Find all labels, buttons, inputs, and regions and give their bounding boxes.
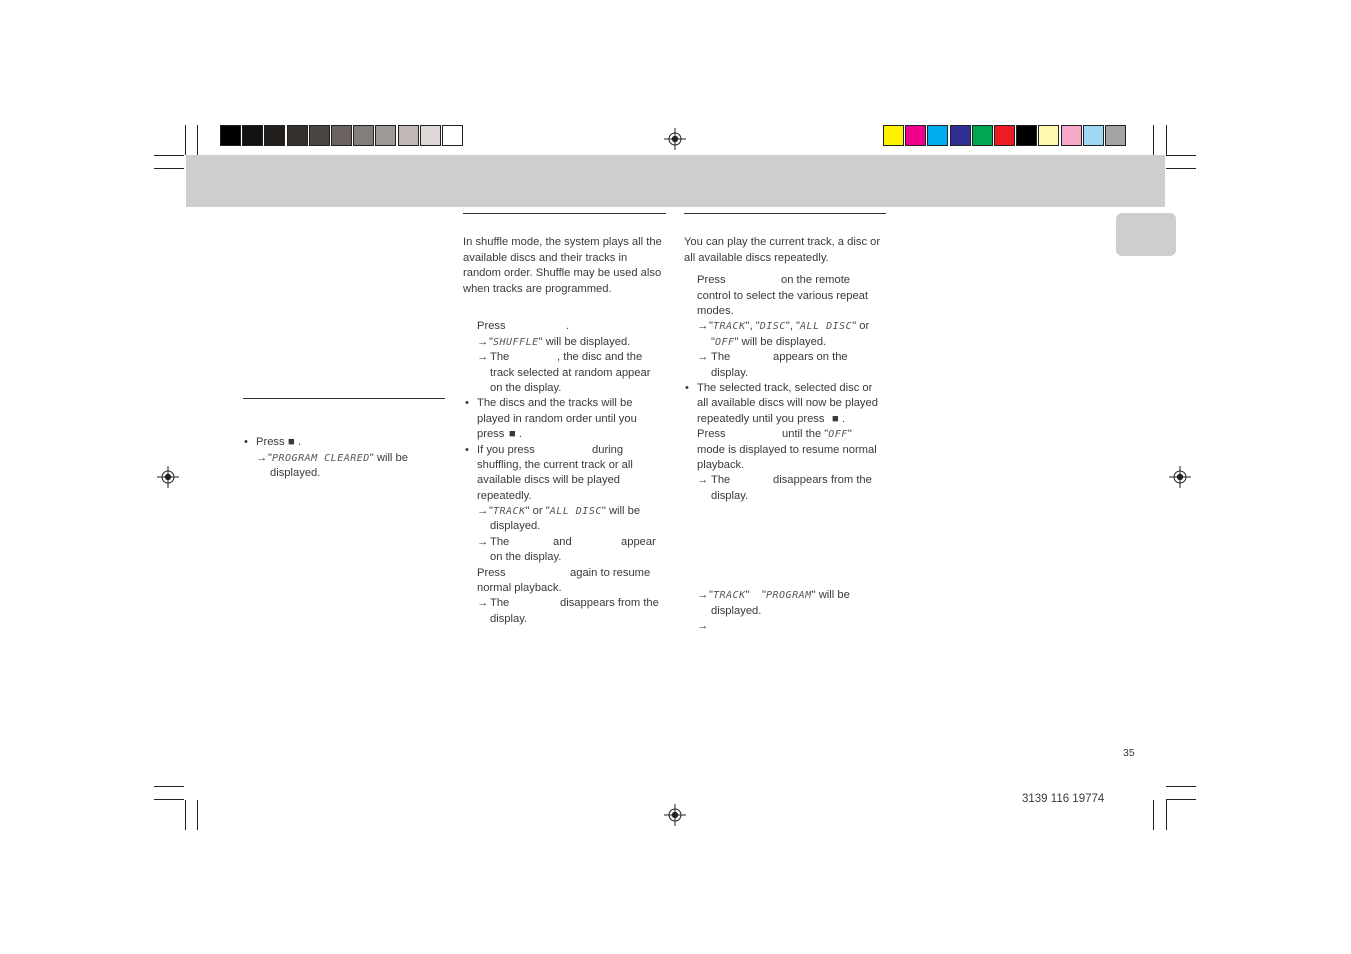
color-swatch xyxy=(287,125,308,146)
right-arrow-icon: → xyxy=(697,351,709,363)
right-arrow-icon: → xyxy=(697,589,709,601)
lcd-shuffle: SHUFFLE xyxy=(492,337,539,348)
on-display-text: on the display. xyxy=(490,551,562,563)
crop-mark xyxy=(1166,155,1196,156)
repeat-modes-line: "TRACK", "DISC", "ALL DISC" or xyxy=(709,320,870,332)
press-line: modes. xyxy=(697,305,734,317)
press-text: Press xyxy=(256,436,285,448)
column-rule xyxy=(243,398,445,399)
repeat-intro-line: all available discs repeatedly. xyxy=(684,252,829,264)
during-text: during xyxy=(592,444,624,456)
bullet-line: The selected track, selected disc or xyxy=(697,382,873,394)
lcd-program-cleared: PROGRAM CLEARED xyxy=(271,453,370,464)
on-remote-text: on the remote xyxy=(781,274,851,286)
press-line: playback. xyxy=(697,459,745,471)
stop-square-icon: ■ . xyxy=(288,436,301,448)
off-line: "OFF" will be displayed. xyxy=(711,336,827,348)
will-be-displayed-text: " will be displayed. xyxy=(734,336,827,348)
page-number: 35 xyxy=(1123,747,1135,759)
color-swatch xyxy=(220,125,241,146)
color-swatch xyxy=(972,125,993,146)
will-be-text: " will be xyxy=(369,452,408,464)
shuffle-intro-line: In shuffle mode, the system plays all the xyxy=(463,236,662,248)
displayed-text: displayed. xyxy=(490,520,541,532)
color-swatch xyxy=(353,125,374,146)
color-swatch xyxy=(1105,125,1126,146)
color-swatch xyxy=(927,125,948,146)
registration-mark-icon xyxy=(157,466,179,488)
color-swatch xyxy=(420,125,441,146)
bullet-line: played in random order until you xyxy=(477,413,637,425)
crop-mark xyxy=(154,786,184,787)
random-text: track selected at random appear xyxy=(490,367,651,379)
color-swatch xyxy=(264,125,285,146)
shuffle-result-line: "SHUFFLE" will be displayed. xyxy=(489,336,631,348)
press-text: Press xyxy=(697,274,726,286)
crop-mark xyxy=(197,800,198,830)
shuffle-intro-line: random order. Shuffle may be used also xyxy=(463,267,662,279)
shuffle-intro-line: available discs and their tracks in xyxy=(463,252,628,264)
color-swatch xyxy=(1061,125,1082,146)
displayed-text: displayed. xyxy=(270,467,321,479)
the-text: The xyxy=(711,474,731,486)
color-swatch xyxy=(309,125,330,146)
right-arrow-icon: → xyxy=(477,351,489,363)
lcd-all-disc: ALL DISC xyxy=(549,506,602,517)
crop-mark xyxy=(1166,800,1167,830)
will-be-text: " will be xyxy=(601,505,641,517)
displayed-text: displayed. xyxy=(711,605,762,617)
the-text: The xyxy=(490,536,510,548)
crop-mark xyxy=(197,125,198,155)
crop-mark xyxy=(154,155,184,156)
separator: ", " xyxy=(785,320,801,332)
crop-mark xyxy=(154,799,184,800)
press-line: mode is displayed to resume normal xyxy=(697,444,877,456)
bullet-line: shuffling, the current track or all xyxy=(477,459,633,471)
display-text: display. xyxy=(490,613,528,625)
crop-mark xyxy=(1166,168,1196,169)
the-text: The xyxy=(711,351,731,363)
lcd-off: OFF xyxy=(828,429,848,440)
press-line: control to select the various repeat xyxy=(697,290,869,302)
color-swatch xyxy=(905,125,926,146)
registration-mark-icon xyxy=(664,804,686,826)
press-text: Press xyxy=(697,428,726,440)
lcd-track: TRACK xyxy=(712,590,746,601)
color-swatch xyxy=(950,125,971,146)
until-text: until the " xyxy=(782,428,829,440)
language-tab xyxy=(1116,213,1176,256)
or-text: " or xyxy=(852,320,870,332)
stop-square-icon: ■ . xyxy=(509,428,522,440)
separator: ", " xyxy=(745,320,760,332)
document-code: 3139 116 19774 xyxy=(1022,793,1105,805)
crop-mark xyxy=(185,125,186,155)
column-rule xyxy=(463,213,666,214)
on-display-text: on the display. xyxy=(490,382,562,394)
appear-text: appear xyxy=(621,536,656,548)
crop-mark xyxy=(1153,125,1154,155)
column-rule xyxy=(684,213,886,214)
the-text: The xyxy=(490,597,510,609)
color-swatch xyxy=(883,125,904,146)
lcd-track: TRACK xyxy=(712,321,746,332)
crop-mark xyxy=(1166,799,1196,800)
right-arrow-icon: → xyxy=(697,320,709,332)
color-swatch xyxy=(1038,125,1059,146)
bullet-icon: • xyxy=(465,397,469,409)
quote: " xyxy=(268,452,272,464)
press-text: Press xyxy=(477,320,506,332)
header-band xyxy=(186,155,1165,207)
if-you-press-text: If you press xyxy=(477,444,535,456)
color-swatch xyxy=(1083,125,1104,146)
lcd-program: PROGRAM xyxy=(765,590,812,601)
color-swatch xyxy=(398,125,419,146)
crop-mark xyxy=(154,168,184,169)
crop-mark xyxy=(185,800,186,830)
lcd-all-disc: ALL DISC xyxy=(800,321,853,332)
right-arrow-icon: → xyxy=(256,452,268,464)
and-text: and xyxy=(553,536,572,548)
right-arrow-icon: → xyxy=(477,536,489,548)
track-program-line: "TRACK" "PROGRAM" will be xyxy=(709,589,850,601)
bullet-line: repeatedly until you press xyxy=(697,413,825,425)
shuffle-tail: " will be displayed. xyxy=(538,336,631,348)
period-text: . xyxy=(566,320,570,332)
right-arrow-icon: → xyxy=(477,597,489,609)
color-swatch xyxy=(375,125,396,146)
lcd-track: TRACK xyxy=(492,506,526,517)
track-alldisc-line: "TRACK" or "ALL DISC" will be xyxy=(489,505,641,517)
registration-mark-icon xyxy=(664,128,686,150)
again-resume-text: again to resume xyxy=(570,567,651,579)
bullet-icon: • xyxy=(685,382,689,394)
disappears-text: disappears from the xyxy=(773,474,872,486)
lcd-off: OFF xyxy=(714,337,735,348)
or-text: " or " xyxy=(525,505,550,517)
disappears-text: disappears from the xyxy=(560,597,659,609)
crop-mark xyxy=(1166,786,1196,787)
crop-mark xyxy=(1166,125,1167,155)
display-text: display. xyxy=(711,490,749,502)
bullet-icon: • xyxy=(465,444,469,456)
until-off-line: until the "OFF" xyxy=(782,428,852,440)
press-text: Press xyxy=(477,567,506,579)
bullet-line: press xyxy=(477,428,505,440)
shuffle-intro-line: when tracks are programmed. xyxy=(463,283,612,295)
color-swatch xyxy=(1016,125,1037,146)
right-arrow-icon: → xyxy=(697,474,709,486)
right-arrow-icon: → xyxy=(697,620,709,632)
result-line xyxy=(268,451,408,467)
appears-text: appears on the xyxy=(773,351,848,363)
bullet-line: The discs and the tracks will be xyxy=(477,397,633,409)
bullet-line: repeatedly. xyxy=(477,490,532,502)
repeat-intro-line: You can play the current track, a disc or xyxy=(684,236,881,248)
bullet-icon: • xyxy=(244,436,248,448)
normal-playback-text: normal playback. xyxy=(477,582,562,594)
bullet-line: available discs will be played xyxy=(477,474,621,486)
registration-mark-icon xyxy=(1169,466,1191,488)
lcd-disc: DISC xyxy=(759,321,786,332)
will-be-text: " will be xyxy=(811,589,850,601)
disc-track-text: , the disc and the xyxy=(557,351,643,363)
right-arrow-icon: → xyxy=(477,336,489,348)
crop-mark xyxy=(1153,800,1154,830)
the-text: The xyxy=(490,351,510,363)
color-swatch xyxy=(242,125,263,146)
bullet-line: all available discs will now be played xyxy=(697,397,878,409)
color-swatch xyxy=(994,125,1015,146)
display-text: display. xyxy=(711,367,749,379)
color-swatch xyxy=(442,125,463,146)
stop-square-icon: ■ . xyxy=(832,413,845,425)
color-swatch xyxy=(331,125,352,146)
right-arrow-icon: → xyxy=(477,505,489,517)
